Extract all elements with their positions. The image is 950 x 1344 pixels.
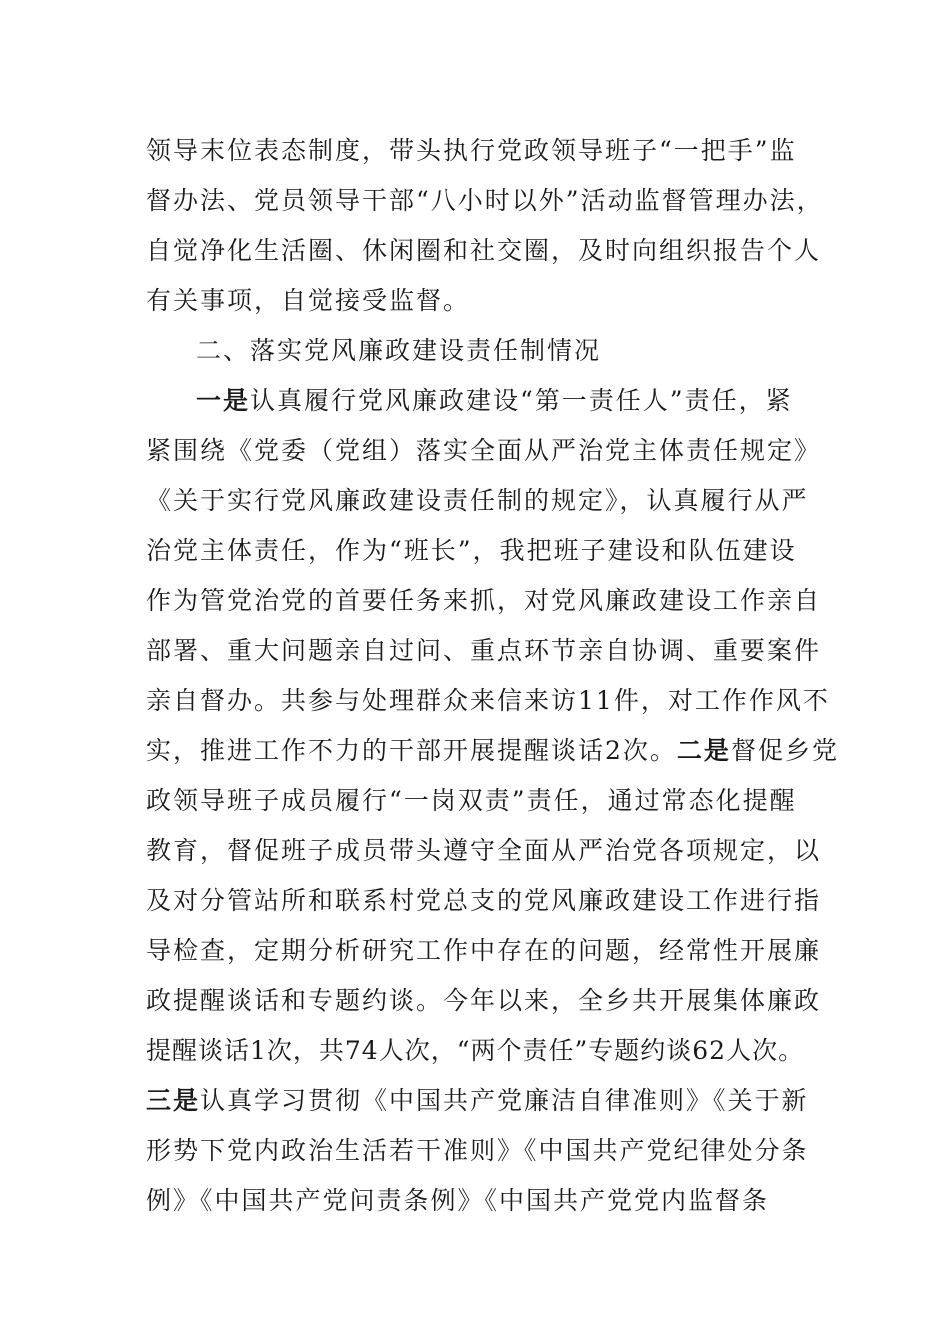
text-span: 《关于实行党风廉政建设责任制的规定》，认真履行从严 bbox=[146, 486, 809, 515]
text-line bbox=[146, 685, 830, 717]
text-line bbox=[146, 535, 797, 567]
item-marker: 三是 bbox=[146, 1086, 201, 1115]
text-span: 政提醒谈话和专题约谈。今年以来，全乡共开展集体廉政 bbox=[146, 986, 822, 1015]
text-line bbox=[146, 935, 821, 967]
text-line bbox=[146, 485, 809, 517]
text-span: 及对分管站所和联系村党总支的党风廉政建设工作进行指 bbox=[146, 886, 822, 915]
text-span: 实，推进工作不力的干部开展提醒谈话2次。 bbox=[146, 736, 677, 765]
text-span: 领导末位表态制度，带头执行党政领导班子“一把手”监 bbox=[146, 136, 797, 165]
text-line bbox=[146, 885, 821, 917]
text-line bbox=[146, 435, 821, 467]
text-line bbox=[146, 585, 821, 617]
text-span: 治党主体责任，作为“班长”，我把班子建设和队伍建设 bbox=[146, 536, 797, 565]
text-line bbox=[146, 1035, 804, 1067]
text-line bbox=[146, 785, 797, 817]
text-span: 部署、重大问题亲自过问、重点环节亲自协调、重要案件 bbox=[146, 636, 822, 665]
text-span: 教育，督促班子成员带头遵守全面从严治党各项规定，以 bbox=[146, 836, 822, 865]
text-line bbox=[146, 985, 821, 1017]
text-line bbox=[196, 385, 793, 417]
section-heading bbox=[196, 335, 601, 367]
text-line bbox=[146, 1185, 769, 1217]
text-line bbox=[146, 1135, 809, 1167]
text-span: 形势下党内政治生活若干准则》《中国共产党纪律处分条 bbox=[146, 1136, 809, 1165]
text-line bbox=[146, 735, 839, 767]
text-span: 政领导班子成员履行“一岗双责”责任，通过常态化提醒 bbox=[146, 786, 797, 815]
item-marker: 一是 bbox=[196, 386, 251, 415]
text-span: 督促乡党 bbox=[730, 736, 839, 765]
text-line bbox=[146, 235, 821, 267]
text-line bbox=[146, 135, 797, 167]
text-line bbox=[146, 635, 821, 667]
text-span: 提醒谈话1次，共74人次，“两个责任”专题约谈62人次。 bbox=[146, 1036, 805, 1065]
text-span: 例》《中国共产党问责条例》《中国共产党党内监督条 bbox=[146, 1186, 770, 1215]
text-span: 二、落实党风廉政建设责任制情况 bbox=[196, 336, 602, 365]
text-span: 督办法、党员领导干部“八小时以外”活动监督管理办法， bbox=[146, 186, 824, 215]
text-line bbox=[146, 835, 821, 867]
text-span: 认真履行党风廉政建设“第一责任人”责任，紧 bbox=[250, 386, 793, 415]
text-span: 紧围绕《党委（党组）落实全面从严治党主体责任规定》 bbox=[146, 436, 822, 465]
text-span: 有关事项，自觉接受监督。 bbox=[146, 286, 471, 315]
text-span: 作为管党治党的首要任务来抓，对党风廉政建设工作亲自 bbox=[146, 586, 822, 615]
text-line bbox=[146, 185, 824, 217]
text-span: 亲自督办。共参与处理群众来信来访11件，对工作作风不 bbox=[146, 686, 830, 715]
text-line bbox=[146, 1085, 809, 1117]
text-line bbox=[146, 285, 470, 317]
text-span: 自觉净化生活圈、休闲圈和社交圈，及时向组织报告个人 bbox=[146, 236, 822, 265]
text-span: 认真学习贯彻《中国共产党廉洁自律准则》《关于新 bbox=[200, 1086, 809, 1115]
item-marker: 二是 bbox=[676, 736, 731, 765]
text-span: 导检查，定期分析研究工作中存在的问题，经常性开展廉 bbox=[146, 936, 822, 965]
